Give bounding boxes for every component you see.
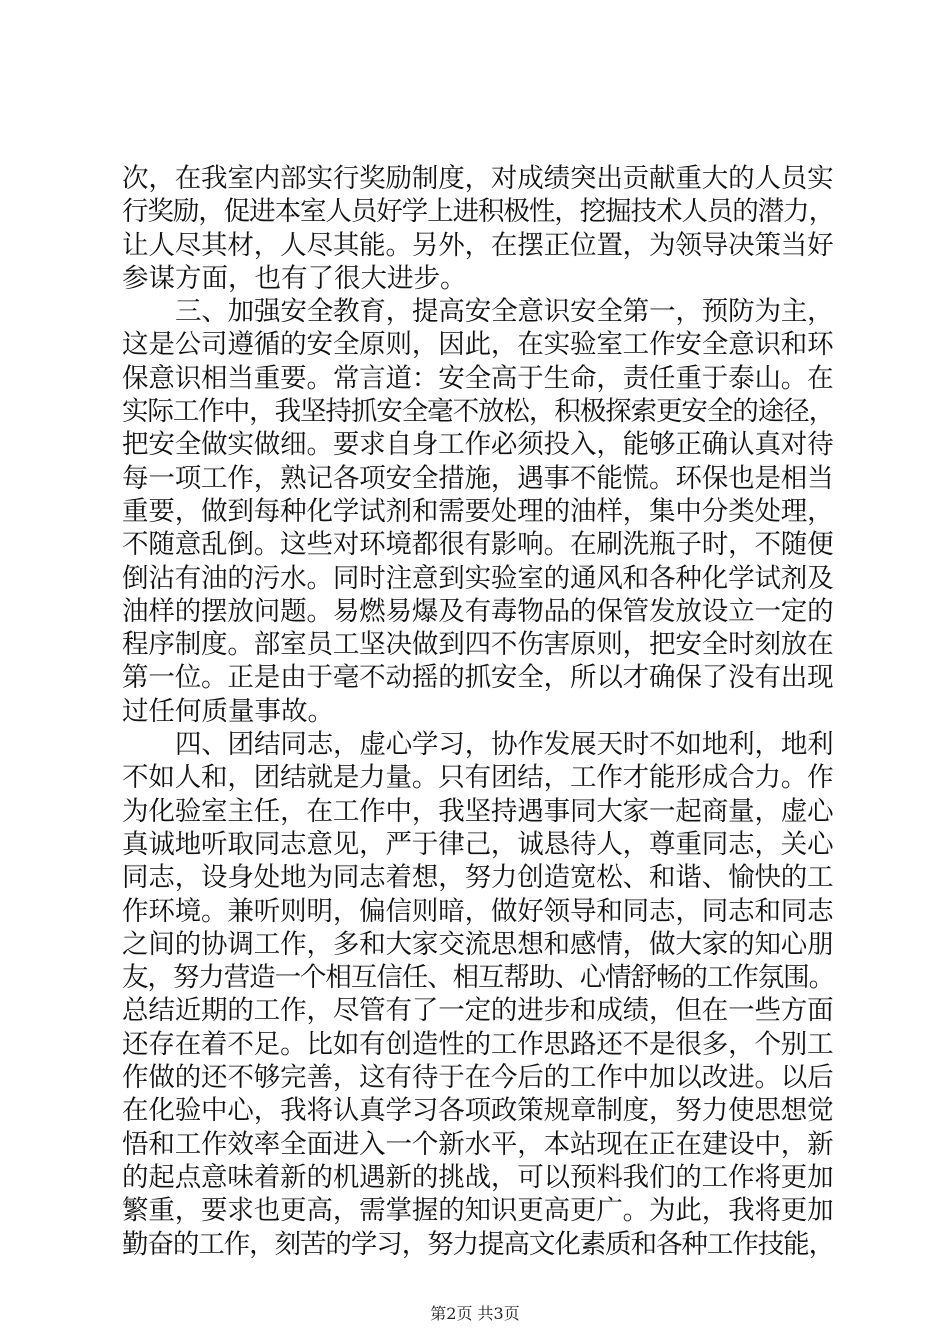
- text-line: 总结近期的工作，尽管有了一定的进步和成绩，但在一些方面: [122, 995, 834, 1027]
- text-line: 的起点意味着新的机遇新的挑战，可以预料我们的工作将更加: [122, 1161, 834, 1193]
- text-line: 在化验中心，我将认真学习各项政策规章制度，努力使思想觉: [122, 1095, 834, 1127]
- text-line: 同志，设身处地为同志着想，努力创造宽松、和谐、愉快的工: [122, 862, 834, 894]
- text-line: 这是公司遵循的安全原则，因此，在实验室工作安全意识和环: [122, 329, 834, 361]
- text-line: 不如人和，团结就是力量。只有团结，工作才能形成合力。作: [122, 762, 834, 794]
- text-line: 勤奋的工作，刻苦的学习，努力提高文化素质和各种工作技能，: [122, 1228, 834, 1260]
- text-line: 过任何质量事故。: [122, 695, 334, 727]
- text-line: 每一项工作，熟记各项安全措施，遇事不能慌。环保也是相当: [122, 462, 834, 494]
- text-line: 次，在我室内部实行奖励制度，对成绩突出贡献重大的人员实: [122, 163, 834, 194]
- text-line: 重要，做到每种化学试剂和需要处理的油样，集中分类处理，: [122, 495, 834, 527]
- text-line: 油样的摆放问题。易燃易爆及有毒物品的保管发放设立一定的: [122, 595, 834, 627]
- text-line: 还存在着不足。比如有创造性的工作思路还不是很多，个别工: [122, 1028, 834, 1060]
- text-line: 把安全做实做细。要求自身工作必须投入，能够正确认真对待: [122, 429, 834, 461]
- text-line: 作做的还不够完善，这有待于在今后的工作中加以改进。以后: [122, 1062, 834, 1094]
- page-footer: 第2页 共3页: [430, 1304, 520, 1323]
- text-line: 作环境。兼听则明，偏信则暗，做好领导和同志，同志和同志: [122, 895, 834, 927]
- text-line: 为化验室主任，在工作中，我坚持遇事同大家一起商量，虚心: [122, 795, 834, 827]
- document-body: [122, 162, 834, 1261]
- text-line: 让人尽其材，人尽其能。另外，在摆正位置，为领导决策当好: [122, 229, 834, 261]
- text-line: 程序制度。部室员工坚决做到四不伤害原则，把安全时刻放在: [122, 629, 834, 661]
- text-line: 四、团结同志，虚心学习，协作发展天时不如地利，地利: [175, 729, 834, 761]
- text-line: 之间的协调工作，多和大家交流思想和感情，做大家的知心朋: [122, 928, 834, 960]
- text-line: 实际工作中，我坚持抓安全毫不放松，积极探索更安全的途径，: [122, 396, 834, 428]
- text-line: 参谋方面，也有了很大进步。: [122, 262, 467, 294]
- text-line: 真诚地听取同志意见，严于律己，诚恳待人，尊重同志，关心: [122, 828, 834, 860]
- text-line: 倒沾有油的污水。同时注意到实验室的通风和各种化学试剂及: [122, 562, 834, 594]
- text-line: 第一位。正是由于毫不动摇的抓安全，所以才确保了没有出现: [122, 662, 834, 694]
- text-line: 繁重，要求也更高，需掌握的知识更高更广。为此，我将更加: [122, 1195, 834, 1227]
- text-line: 不随意乱倒。这些对环境都很有影响。在刷洗瓶子时，不随便: [122, 529, 834, 561]
- text-line: 悟和工作效率全面进入一个新水平，本站现在正在建设中，新: [122, 1128, 834, 1160]
- text-line: 保意识相当重要。常言道：安全高于生命，责任重于泰山。在: [122, 362, 834, 394]
- text-line: 行奖励，促进本室人员好学上进积极性，挖掘技术人员的潜力，: [122, 196, 834, 228]
- text-line: 三、加强安全教育，提高安全意识安全第一，预防为主，: [175, 296, 834, 328]
- text-line: 友，努力营造一个相互信任、相互帮助、心情舒畅的工作氛围。: [122, 962, 834, 994]
